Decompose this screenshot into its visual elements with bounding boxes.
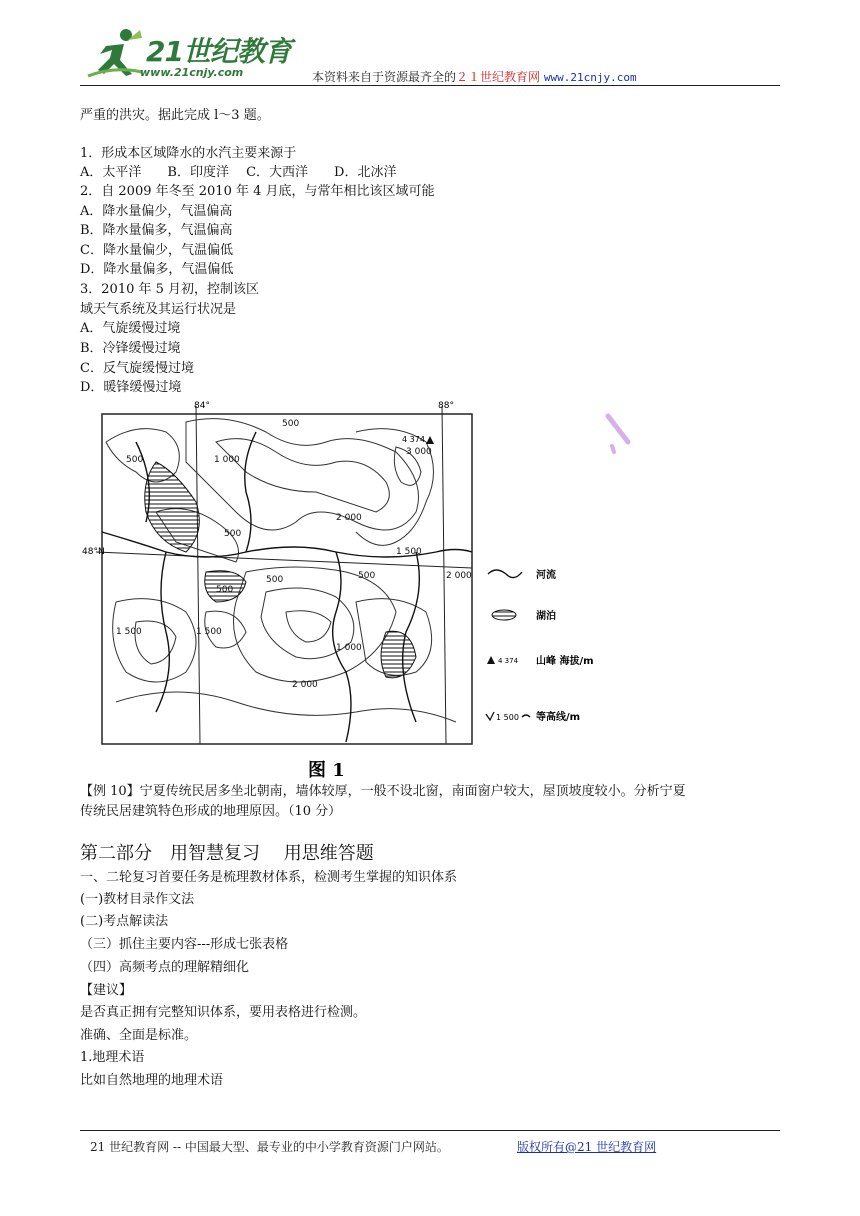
q2-option-d: D．降水量偏多，气温偏低 [80,262,234,277]
decorative-pen-mark-icon [604,412,634,456]
svg-text:500: 500 [126,455,144,465]
example10-line1: 【例 10】宁夏传统民居多坐北朝南，墙体较厚，一般不设北窗，南面窗户较大，屋顶坡度较小。分析宁夏 [80,784,686,799]
legend-river-icon [488,570,522,578]
legend-peak-label: 山峰 海拔/m [536,656,594,667]
example10-line2: 传统民居建筑特色形成的地理原因。（10 分） [80,804,342,819]
q2-stem: 2．自 2009 年冬至 2010 年 4 月底，与常年相比该区域可能 [80,184,435,199]
q3-option-c: C．反气旋缓慢过境 [80,361,194,376]
footer-copyright-link[interactable]: 版权所有@21 世纪教育网 [517,1140,657,1154]
q3-option-d: D．暖锋缓慢过境 [80,380,182,395]
header-site-name[interactable]: ２１世纪教育网 [456,70,541,84]
legend-peak-prefix: 4 374 [498,657,519,665]
peak-label: 4 374 [402,435,425,444]
runner-logo-icon [84,26,144,82]
q3-stem-cont: 域天气系统及其运行状况是 [80,302,237,317]
legend-lake-label: 湖泊 [536,611,556,622]
footer-text: 21 世纪教育网 -- 中国最大型、最专业的中小学教育资源门户网站。 [90,1140,449,1154]
legend-lake-icon [492,610,516,620]
q2-option-c: C．降水量偏少，气温偏低 [80,243,233,258]
part2-line: （三）抓住主要内容---形成七张表格 [80,937,289,952]
legend-peak-icon [487,656,495,664]
q1-options: A．太平洋 B．印度洋 C．大西洋 D．北冰洋 [80,165,397,180]
svg-text:3 000: 3 000 [406,447,432,457]
q3-stem: 3．2010 年 5 月初，控制该区 [80,282,260,297]
figure-caption: 图 1 [308,760,345,781]
lat-label: 48°N [82,547,105,557]
svg-text:2 000: 2 000 [336,513,362,523]
legend-contour-prefix: 1 500 [496,713,519,722]
footer-divider [80,1130,780,1131]
svg-text:2 000: 2 000 [292,680,318,690]
part2-line: （四）高频考点的理解精细化 [80,960,250,975]
part2-line: (二)考点解读法 [80,914,169,929]
svg-text:500: 500 [224,529,242,539]
legend-contour-icon [486,712,494,720]
header-divider [80,85,780,86]
peak-icon [426,436,434,444]
part2-line: 一、二轮复习首要任务是梳理教材体系，检测考生掌握的知识体系 [80,870,458,885]
logo-url: www.21cnjy.com [140,66,244,79]
svg-text:1 500: 1 500 [116,627,142,637]
part2-line: 是否真正拥有完整知识体系，要用表格进行检测。 [80,1005,367,1020]
svg-text:500: 500 [216,585,234,595]
part2-title: 第二部分 用智慧复习 用思维答题 [80,843,374,864]
header-url-link[interactable]: www.21cnjy.com [543,71,637,84]
svg-text:500: 500 [282,419,300,429]
map-legend [486,568,594,723]
svg-text:1 500: 1 500 [396,547,422,557]
part2-line: 准确、全面是标准。 [80,1028,198,1043]
lake-1 [145,462,200,552]
svg-text:1 000: 1 000 [336,643,362,653]
svg-text:500: 500 [266,575,284,585]
intro-text: 严重的洪灾。据此完成 l～3 题。 [80,108,270,123]
legend-contour-label: 等高线/m [536,712,581,723]
legend-river-label: 河流 [536,570,556,581]
q3-option-b: B．冷锋缓慢过境 [80,341,181,356]
svg-text:2 000: 2 000 [446,571,472,581]
lon-label-left: 84° [194,401,210,411]
part2-line: 【建议】 [80,983,133,998]
part2-line: 1.地理术语 [80,1050,145,1065]
part2-line: (一)教材目录作文法 [80,892,195,907]
header-tagline: 本资料来自于资源最齐全的２１世纪教育网 www.21cnjy.com [312,70,637,84]
q2-option-b: B．降水量偏多，气温偏高 [80,223,233,238]
q3-option-a: A．气旋缓慢过境 [80,321,181,336]
topographic-map-figure [82,401,596,782]
svg-text:1 000: 1 000 [214,455,240,465]
svg-text:500: 500 [358,571,376,581]
q1-stem: 1．形成本区域降水的水汽主要来源于 [80,146,297,161]
svg-text:1 500: 1 500 [196,627,222,637]
logo-wordmark: 21世纪教育 [146,35,291,68]
site-logo [84,26,294,86]
lon-label-right: 88° [438,401,454,411]
lake-3 [381,631,416,678]
part2-line: 比如自然地理的地理术语 [80,1073,224,1088]
q2-option-a: A．降水量偏少，气温偏高 [80,204,233,219]
